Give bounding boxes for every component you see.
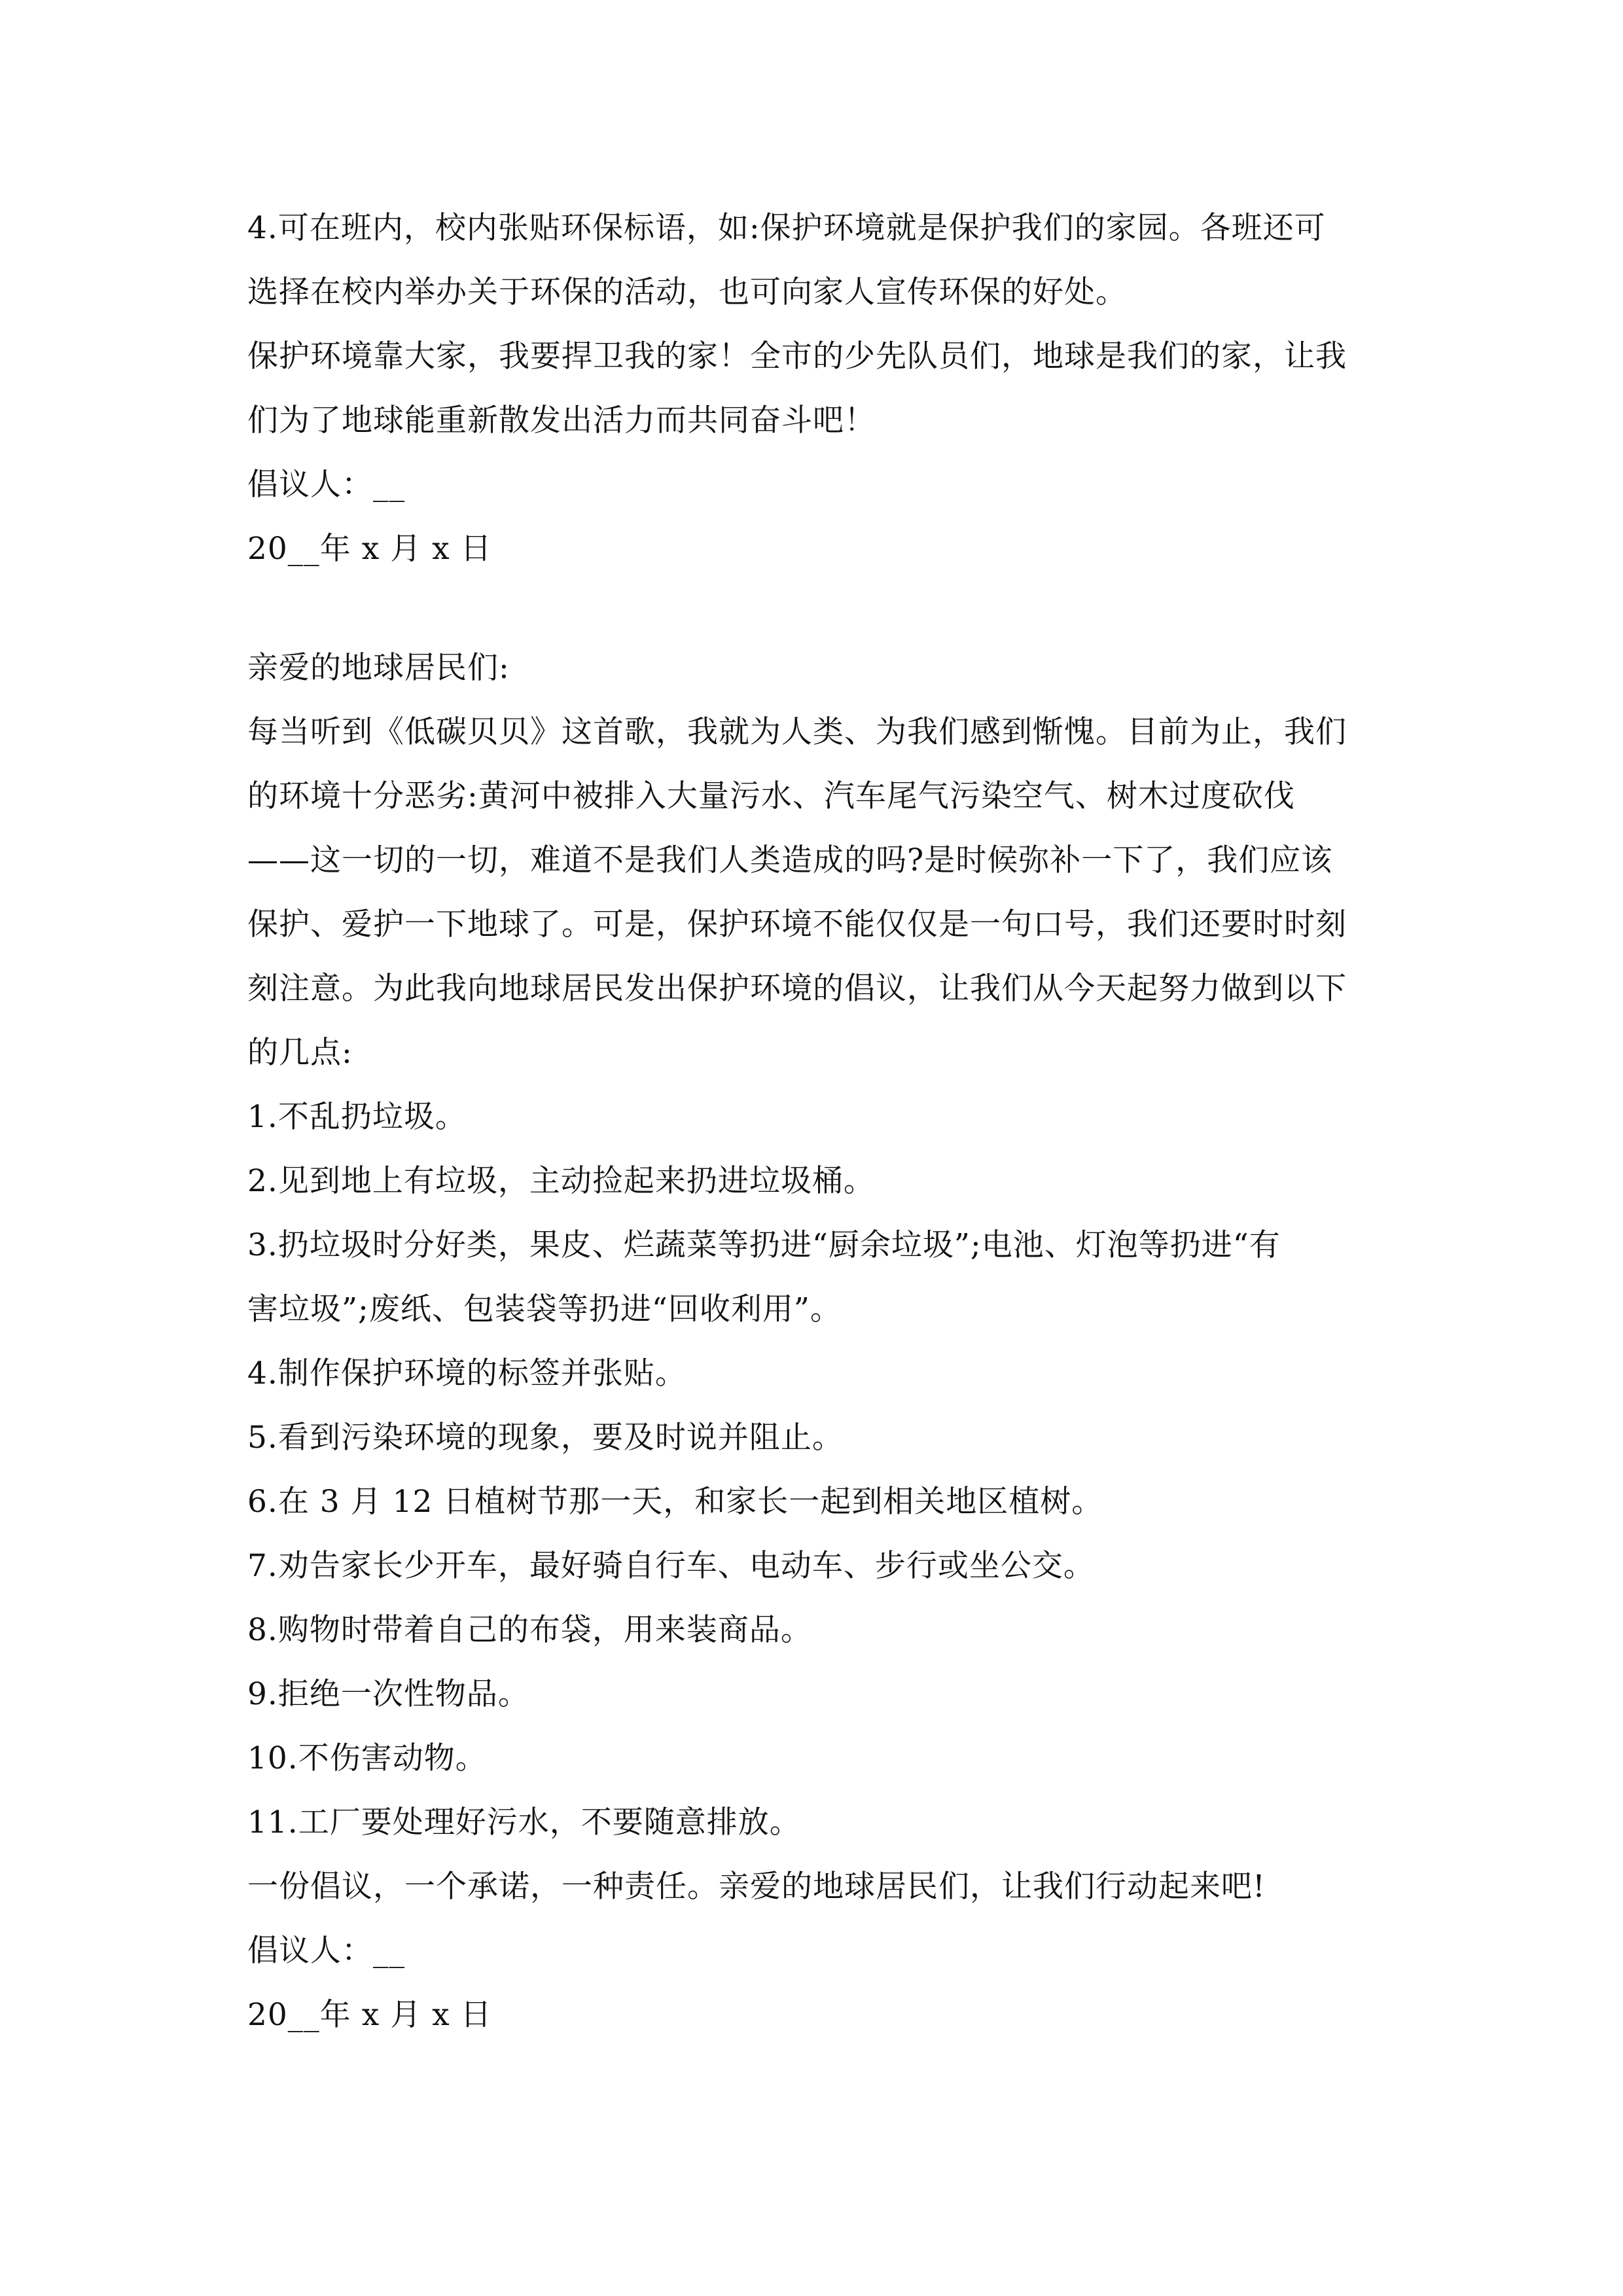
list-item: 7.劝告家长少开车，最好骑自行车、电动车、步行或坐公交。 — [247, 1548, 1095, 1584]
paragraph-line: ——这一切的一切，难道不是我们人类造成的吗?是时候弥补一下了，我们应该 — [247, 842, 1333, 878]
paragraph-line: 保护环境靠大家，我要捍卫我的家！全市的少先队员们，地球是我们的家，让我 — [247, 338, 1347, 374]
proposal-section-2 — [247, 636, 1380, 2047]
list-item: 10.不伤害动物。 — [247, 1740, 487, 1776]
list-item: 11.工厂要处理好污水，不要随意排放。 — [247, 1804, 801, 1840]
paragraph-line: 们为了地球能重新散发出活力而共同奋斗吧！ — [247, 403, 876, 439]
list-item: 1.不乱扔垃圾。 — [247, 1099, 467, 1135]
paragraph-line: 每当听到《低碳贝贝》这首歌，我就为人类、为我们感到惭愧。目前为止，我们 — [247, 714, 1347, 750]
list-item: 4.制作保护环境的标签并张贴。 — [247, 1355, 687, 1391]
list-item: 9.拒绝一次性物品。 — [247, 1676, 529, 1712]
paragraph-line: 选择在校内举办关于环保的活动，也可向家人宣传环保的好处。 — [247, 274, 1127, 310]
list-item: 害垃圾”;废纸、包装袋等扔进“回收利用”。 — [247, 1291, 842, 1327]
signer-line: 倡议人：__ — [247, 1933, 405, 1969]
section-gap — [247, 581, 1380, 636]
greeting-line: 亲爱的地球居民们: — [247, 650, 510, 686]
list-item: 8.购物时带着自己的布袋，用来装商品。 — [247, 1612, 812, 1648]
paragraph-line: 刻注意。为此我向地球居民发出保护环境的倡议，让我们从今天起努力做到以下 — [247, 971, 1347, 1007]
date-line: 20__年 x 月 x 日 — [247, 531, 492, 567]
signer-line: 倡议人：__ — [247, 467, 405, 503]
list-item: 2.见到地上有垃圾，主动捡起来扔进垃圾桶。 — [247, 1163, 875, 1199]
list-item: 3.扔垃圾时分好类，果皮、烂蔬菜等扔进“厨余垃圾”;电池、灯泡等扔进“有 — [247, 1227, 1281, 1263]
list-item: 6.在 3 月 12 日植树节那一天，和家长一起到相关地区植树。 — [247, 1484, 1103, 1520]
closing-line: 一份倡议，一个承诺，一种责任。亲爱的地球居民们，让我们行动起来吧! — [247, 1869, 1266, 1905]
paragraph-line: 保护、爱护一下地球了。可是，保护环境不能仅仅是一句口号，我们还要时时刻 — [247, 906, 1347, 942]
paragraph-line: 的几点: — [247, 1035, 353, 1071]
document-content — [247, 196, 1380, 2047]
paragraph-line: 的环境十分恶劣:黄河中被排入大量污水、汽车尾气污染空气、树木过度砍伐 — [247, 778, 1295, 814]
proposal-section-1 — [247, 196, 1380, 581]
list-item: 5.看到污染环境的现象，要及时说并阻止。 — [247, 1420, 844, 1456]
paragraph-line: 4.可在班内，校内张贴环保标语，如:保护环境就是保护我们的家园。各班还可 — [247, 210, 1326, 246]
date-line: 20__年 x 月 x 日 — [247, 1997, 492, 2033]
